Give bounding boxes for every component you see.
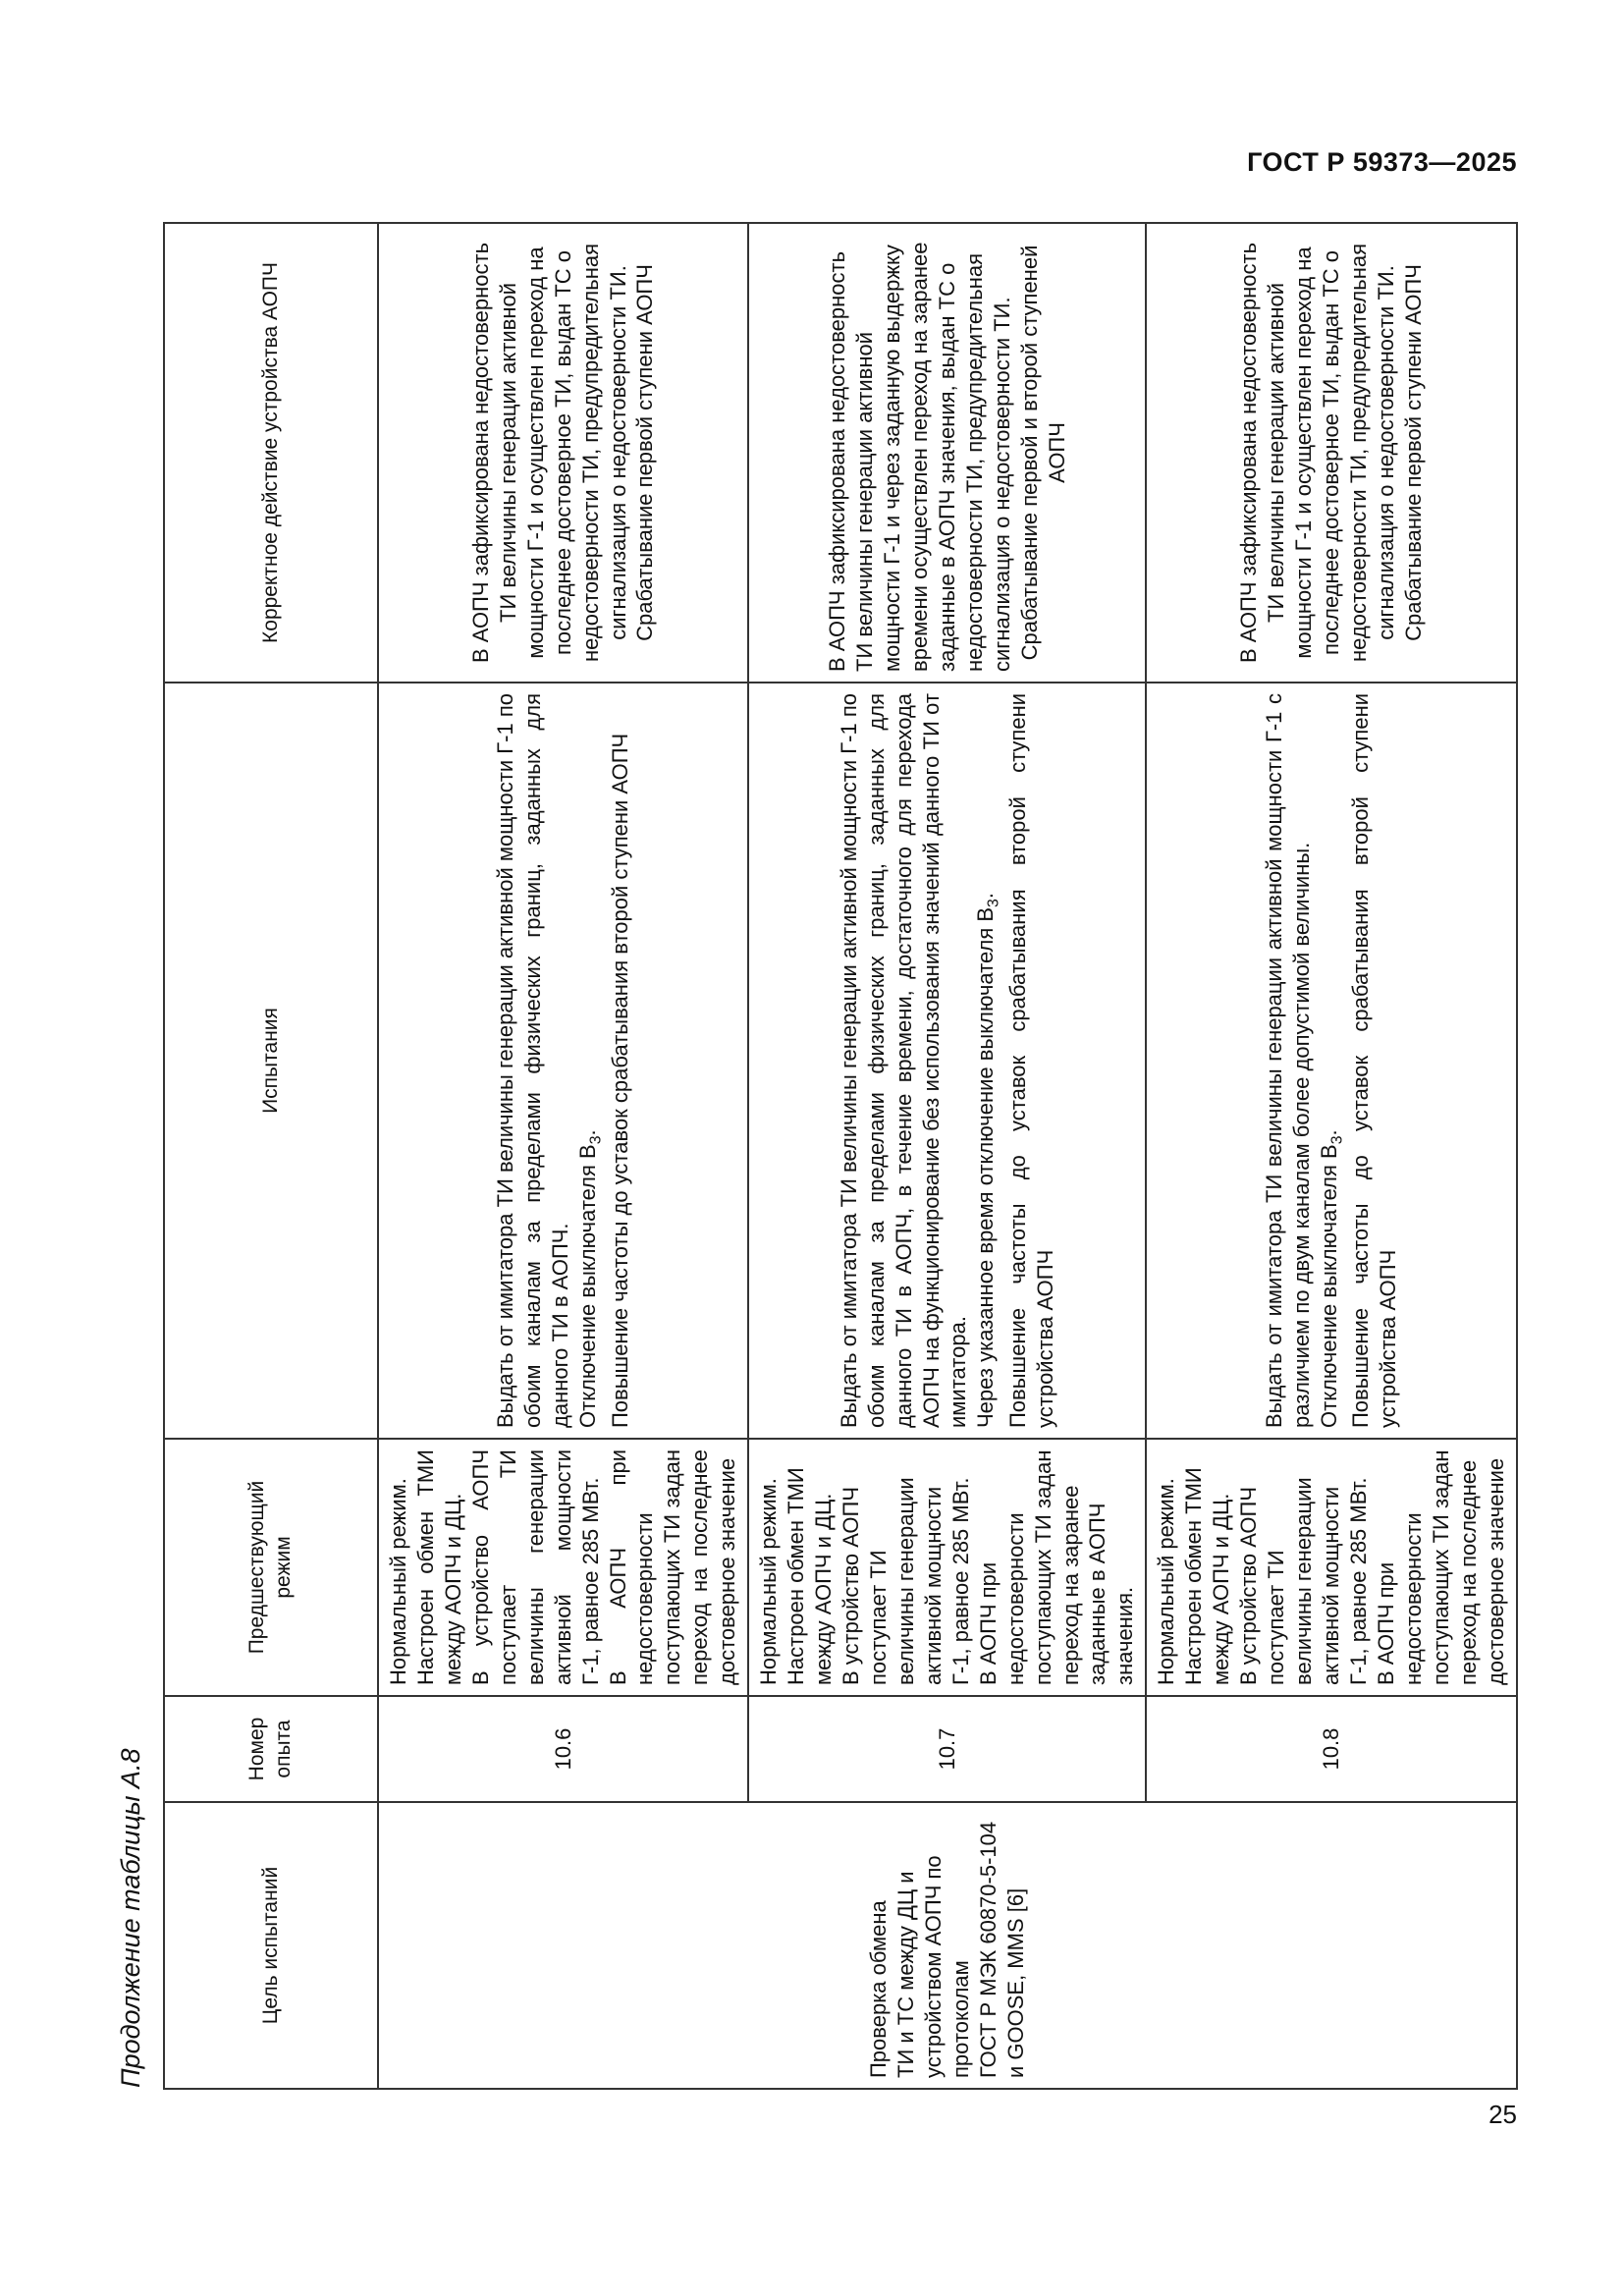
col-header-purpose: Цель испытаний [164, 1802, 378, 2089]
col-header-action: Корректное действие устройства АОПЧ [164, 223, 378, 683]
action-cell: В АОПЧ зафиксирована недостоверность ТИ величины генерации активной мощности Г-1 и через заданную выдержку времени осуществлен переход на заранее заданные в АОПЧ значения, выдан ТС о недостоверности ТИ, предупредительная сигнализация о недостоверности ТИ. Срабатывание первой и второй ступеней АОПЧ [748, 223, 1146, 683]
rotated-table-page [106, 224, 1508, 2090]
test-table [163, 222, 1518, 2090]
tests-cell: Выдать от имитатора ТИ величины генерации активной мощности Г-1 по обоим каналам за пределами физических границ, заданных для данного ТИ в АОПЧ. Отключение выключателя $В_3$. Повышение частоты до уставок срабатывания второй ступени АОПЧ [378, 683, 748, 1439]
col-header-previous: Предшествующий режим [164, 1439, 378, 1696]
action-cell: В АОПЧ зафиксирована недостоверность ТИ величины генерации активной мощности Г-1 и осуществлен переход на последнее достоверное ТИ, выдан ТС о недостоверности ТИ, предупредительная сигнализация о недостоверности ТИ. Срабатывание первой ступени АОПЧ [1146, 223, 1516, 683]
action-cell: В АОПЧ зафиксирована недостоверность ТИ величины генерации активной мощности Г-1 и осуществлен переход на последнее достоверное ТИ, выдан ТС о недостоверности ТИ, предупредительная сигнализация о недостоверности ТИ. Срабатывание первой ступени АОПЧ [378, 223, 748, 683]
standard-header: ГОСТ Р 59373—2025 [1247, 147, 1517, 177]
test-number: 10.8 [1146, 1696, 1516, 1802]
table-caption: Продолжение таблицы А.8 [116, 1748, 145, 2088]
page-number: 25 [1488, 2100, 1517, 2129]
col-header-tests: Испытания [164, 683, 378, 1439]
purpose-cell: Проверка обмена ТИ и ТС между ДЦ и устройством АОПЧ по протоколам ГОСТ Р МЭК 60870-5-104 и GOOSE, MMS [6] [378, 1802, 1517, 2089]
previous-mode-cell: Нормальный режим. Настроен обмен ТМИ между АОПЧ и ДЦ. В устройство АОПЧ поступает ТИ величины генерации активной мощности Г-1, равное 285 МВт. В АОПЧ при недостоверности поступающих ТИ задан переход на заранее заданные в АОПЧ значения. [748, 1439, 1146, 1696]
previous-mode-cell: Нормальный режим. Настроен обмен ТМИ между АОПЧ и ДЦ. В устройство АОПЧ поступает ТИ величины генерации активной мощности Г-1, равное 285 МВт. В АОПЧ при недостоверности поступающих ТИ задан переход на последнее достоверное значение [378, 1439, 748, 1696]
table-row [378, 223, 748, 2089]
tests-cell: Выдать от имитатора ТИ величины генерации активной мощности Г-1 с различием по двум каналам более допустимой величины. Отключение выключателя $В_3$. Повышение частоты до уставок срабатывания второй ступени устройства АОПЧ [1146, 683, 1516, 1439]
test-number: 10.7 [748, 1696, 1146, 1802]
test-number: 10.6 [378, 1696, 748, 1802]
table-header-row [164, 223, 378, 2089]
tests-cell: Выдать от имитатора ТИ величины генерации активной мощности Г-1 по обоим каналам за пределами физических границ, заданных для данного ТИ в АОПЧ, в течение времени, достаточного для перехода АОПЧ на функционирование без использования значений данного ТИ от имитатора. Через указанное время отключение выключателя $В_3$. Повышение частоты до уставок срабатывания второй ступени устройства АОПЧ [748, 683, 1146, 1439]
col-header-number: Номер опыта [164, 1696, 378, 1802]
previous-mode-cell: Нормальный режим. Настроен обмен ТМИ между АОПЧ и ДЦ. В устройство АОПЧ поступает ТИ величины генерации активной мощности Г-1, равное 285 МВт. В АОПЧ при недостоверности поступающих ТИ задан переход на последнее достоверное значение [1146, 1439, 1516, 1696]
